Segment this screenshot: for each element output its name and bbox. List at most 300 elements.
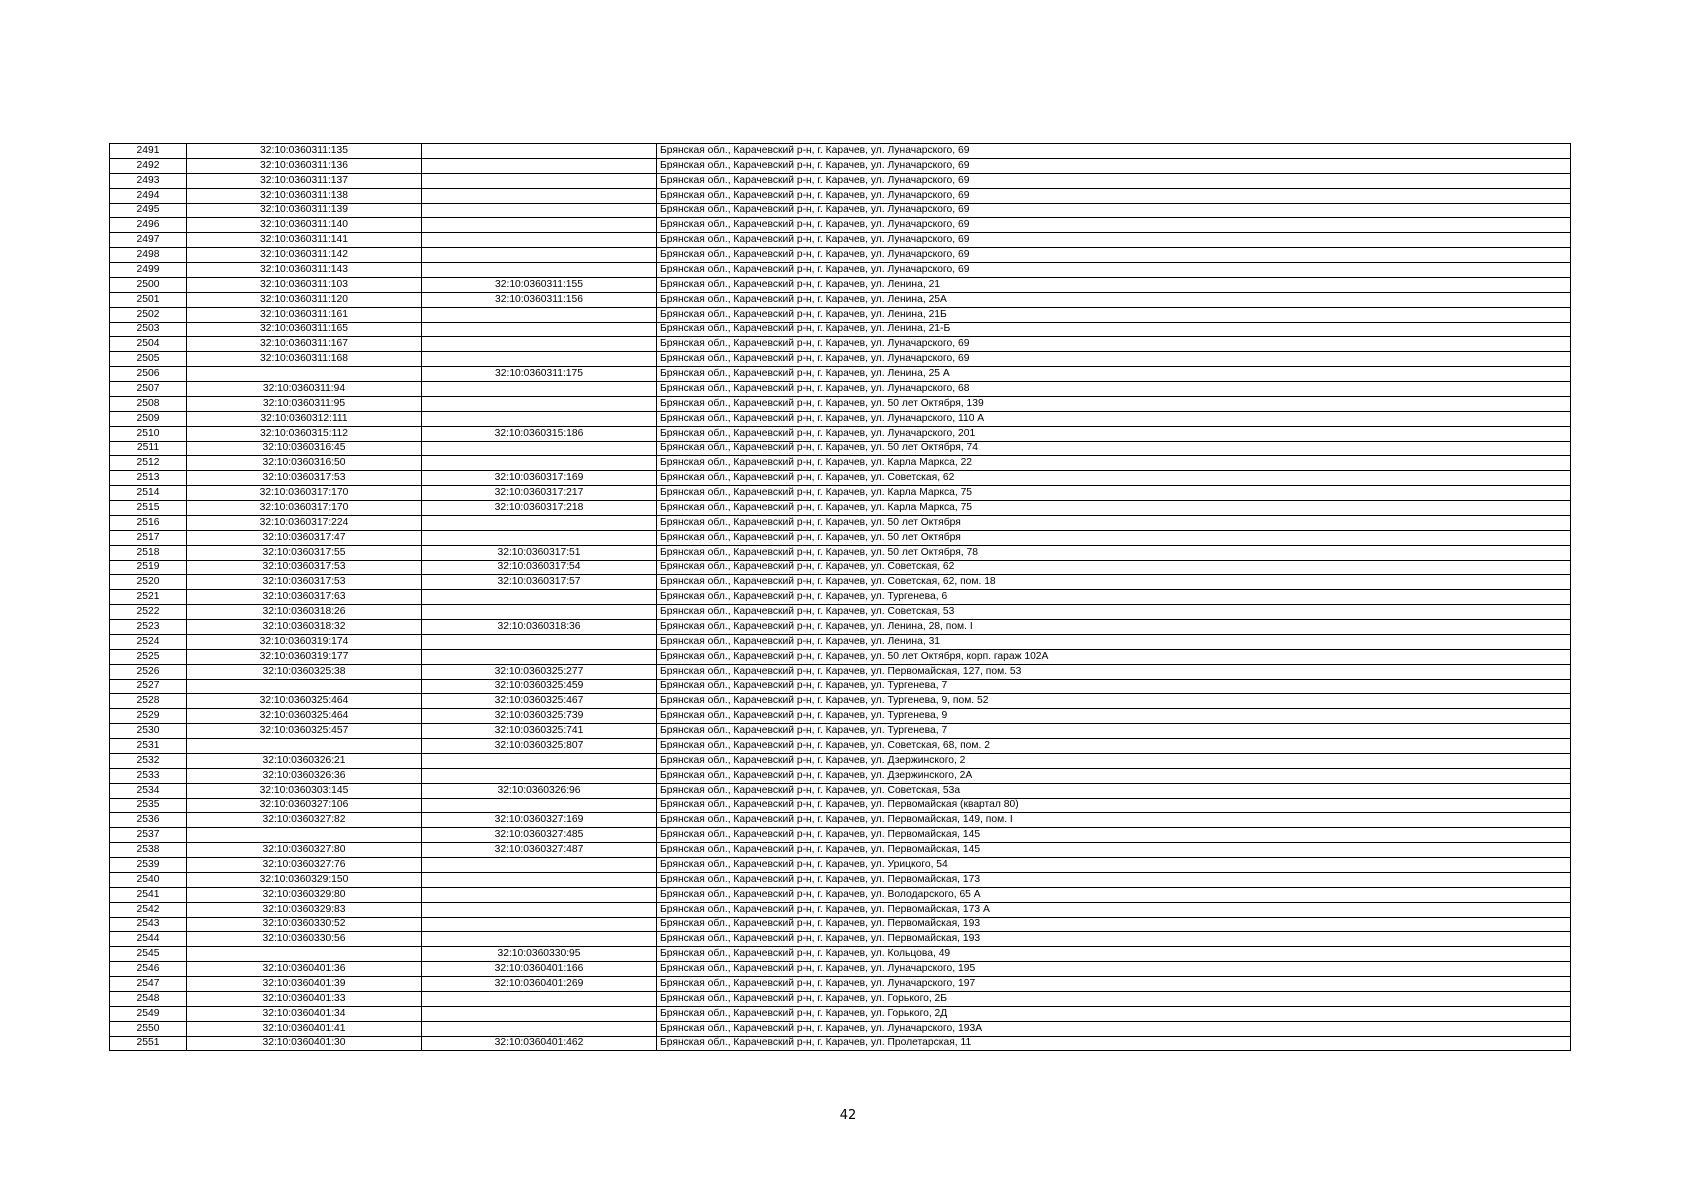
address-cell: Брянская обл., Карачевский р-н, г. Карачев, ул. Тургенева, 9 <box>657 709 1571 724</box>
object-cadastral-number-cell: 32:10:0360325:807 <box>422 739 657 754</box>
table-row <box>110 158 1571 173</box>
row-number-cell: 2528 <box>110 694 187 709</box>
address-cell: Брянская обл., Карачевский р-н, г. Карачев, ул. Луначарского, 193А <box>657 1021 1571 1036</box>
row-number-cell: 2543 <box>110 917 187 932</box>
object-cadastral-number-cell <box>422 798 657 813</box>
land-cadastral-number-cell: 32:10:0360311:140 <box>187 218 422 233</box>
object-cadastral-number-cell <box>422 649 657 664</box>
address-cell: Брянская обл., Карачевский р-н, г. Карачев, ул. Луначарского, 68 <box>657 382 1571 397</box>
table-row <box>110 1021 1571 1036</box>
address-cell: Брянская обл., Карачевский р-н, г. Карачев, ул. Ленина, 21Б <box>657 307 1571 322</box>
table-row <box>110 471 1571 486</box>
table-row <box>110 932 1571 947</box>
address-cell: Брянская обл., Карачевский р-н, г. Карачев, ул. 50 лет Октября <box>657 530 1571 545</box>
address-cell: Брянская обл., Карачевский р-н, г. Карачев, ул. Советская, 53 <box>657 605 1571 620</box>
table-row <box>110 248 1571 263</box>
address-cell: Брянская обл., Карачевский р-н, г. Карачев, ул. 50 лет Октября, 74 <box>657 441 1571 456</box>
property-registry-table <box>109 143 1571 1051</box>
address-cell: Брянская обл., Карачевский р-н, г. Карачев, ул. Луначарского, 69 <box>657 263 1571 278</box>
object-cadastral-number-cell <box>422 218 657 233</box>
land-cadastral-number-cell: 32:10:0360401:34 <box>187 1006 422 1021</box>
object-cadastral-number-cell: 32:10:0360318:36 <box>422 620 657 635</box>
object-cadastral-number-cell: 32:10:0360327:487 <box>422 843 657 858</box>
object-cadastral-number-cell: 32:10:0360401:462 <box>422 1036 657 1051</box>
address-cell: Брянская обл., Карачевский р-н, г. Карачев, ул. Тургенева, 7 <box>657 679 1571 694</box>
table-row <box>110 768 1571 783</box>
address-cell: Брянская обл., Карачевский р-н, г. Карачев, ул. Советская, 62 <box>657 471 1571 486</box>
object-cadastral-number-cell: 32:10:0360325:741 <box>422 724 657 739</box>
land-cadastral-number-cell: 32:10:0360329:150 <box>187 872 422 887</box>
table-row <box>110 679 1571 694</box>
table-row <box>110 649 1571 664</box>
table-row <box>110 307 1571 322</box>
table-row <box>110 962 1571 977</box>
row-number-cell: 2530 <box>110 724 187 739</box>
land-cadastral-number-cell: 32:10:0360317:53 <box>187 575 422 590</box>
address-cell: Брянская обл., Карачевский р-н, г. Карачев, ул. Первомайская, 193 <box>657 917 1571 932</box>
address-cell: Брянская обл., Карачевский р-н, г. Карачев, ул. Луначарского, 69 <box>657 248 1571 263</box>
object-cadastral-number-cell <box>422 188 657 203</box>
address-cell: Брянская обл., Карачевский р-н, г. Карачев, ул. Первомайская, 173 А <box>657 902 1571 917</box>
address-cell: Брянская обл., Карачевский р-н, г. Карачев, ул. Горького, 2Б <box>657 991 1571 1006</box>
row-number-cell: 2492 <box>110 158 187 173</box>
address-cell: Брянская обл., Карачевский р-н, г. Карачев, ул. Урицкого, 54 <box>657 858 1571 873</box>
object-cadastral-number-cell: 32:10:0360325:459 <box>422 679 657 694</box>
land-cadastral-number-cell: 32:10:0360311:103 <box>187 277 422 292</box>
table-row <box>110 1006 1571 1021</box>
object-cadastral-number-cell <box>422 917 657 932</box>
land-cadastral-number-cell: 32:10:0360317:53 <box>187 560 422 575</box>
row-number-cell: 2517 <box>110 530 187 545</box>
table-row <box>110 917 1571 932</box>
land-cadastral-number-cell: 32:10:0360317:47 <box>187 530 422 545</box>
land-cadastral-number-cell: 32:10:0360311:94 <box>187 382 422 397</box>
object-cadastral-number-cell <box>422 441 657 456</box>
object-cadastral-number-cell <box>422 932 657 947</box>
address-cell: Брянская обл., Карачевский р-н, г. Карачев, ул. Луначарского, 69 <box>657 203 1571 218</box>
land-cadastral-number-cell: 32:10:0360311:136 <box>187 158 422 173</box>
row-number-cell: 2550 <box>110 1021 187 1036</box>
address-cell: Брянская обл., Карачевский р-н, г. Карачев, ул. Ленина, 21-Б <box>657 322 1571 337</box>
land-cadastral-number-cell: 32:10:0360311:137 <box>187 173 422 188</box>
object-cadastral-number-cell <box>422 1006 657 1021</box>
table-row <box>110 947 1571 962</box>
row-number-cell: 2495 <box>110 203 187 218</box>
row-number-cell: 2504 <box>110 337 187 352</box>
address-cell: Брянская обл., Карачевский р-н, г. Карачев, ул. Первомайская, 173 <box>657 872 1571 887</box>
table-row <box>110 367 1571 382</box>
table-row <box>110 263 1571 278</box>
land-cadastral-number-cell: 32:10:0360318:26 <box>187 605 422 620</box>
table-row <box>110 694 1571 709</box>
land-cadastral-number-cell: 32:10:0360401:41 <box>187 1021 422 1036</box>
land-cadastral-number-cell: 32:10:0360329:80 <box>187 887 422 902</box>
object-cadastral-number-cell <box>422 634 657 649</box>
object-cadastral-number-cell: 32:10:0360330:95 <box>422 947 657 962</box>
land-cadastral-number-cell: 32:10:0360401:36 <box>187 962 422 977</box>
row-number-cell: 2509 <box>110 411 187 426</box>
land-cadastral-number-cell: 32:10:0360317:170 <box>187 486 422 501</box>
address-cell: Брянская обл., Карачевский р-н, г. Карачев, ул. Кольцова, 49 <box>657 947 1571 962</box>
address-cell: Брянская обл., Карачевский р-н, г. Карачев, ул. Первомайская, 193 <box>657 932 1571 947</box>
table-row <box>110 173 1571 188</box>
land-cadastral-number-cell: 32:10:0360318:32 <box>187 620 422 635</box>
land-cadastral-number-cell: 32:10:0360325:38 <box>187 664 422 679</box>
row-number-cell: 2518 <box>110 545 187 560</box>
row-number-cell: 2514 <box>110 486 187 501</box>
address-cell: Брянская обл., Карачевский р-н, г. Карачев, ул. Ленина, 21 <box>657 277 1571 292</box>
land-cadastral-number-cell <box>187 947 422 962</box>
row-number-cell: 2546 <box>110 962 187 977</box>
row-number-cell: 2542 <box>110 902 187 917</box>
object-cadastral-number-cell: 32:10:0360311:175 <box>422 367 657 382</box>
object-cadastral-number-cell <box>422 858 657 873</box>
table-row <box>110 828 1571 843</box>
row-number-cell: 2532 <box>110 753 187 768</box>
land-cadastral-number-cell: 32:10:0360315:112 <box>187 426 422 441</box>
table-row <box>110 753 1571 768</box>
row-number-cell: 2511 <box>110 441 187 456</box>
object-cadastral-number-cell <box>422 263 657 278</box>
address-cell: Брянская обл., Карачевский р-н, г. Карачев, ул. Ленина, 31 <box>657 634 1571 649</box>
land-cadastral-number-cell: 32:10:0360311:143 <box>187 263 422 278</box>
table-row <box>110 1036 1571 1051</box>
table-row <box>110 144 1571 159</box>
address-cell: Брянская обл., Карачевский р-н, г. Карачев, ул. Горького, 2Д <box>657 1006 1571 1021</box>
object-cadastral-number-cell: 32:10:0360317:218 <box>422 501 657 516</box>
address-cell: Брянская обл., Карачевский р-н, г. Карачев, ул. Первомайская, 149, пом. I <box>657 813 1571 828</box>
row-number-cell: 2521 <box>110 590 187 605</box>
address-cell: Брянская обл., Карачевский р-н, г. Карачев, ул. Карла Маркса, 75 <box>657 486 1571 501</box>
object-cadastral-number-cell <box>422 590 657 605</box>
object-cadastral-number-cell <box>422 173 657 188</box>
object-cadastral-number-cell <box>422 158 657 173</box>
address-cell: Брянская обл., Карачевский р-н, г. Карачев, ул. 50 лет Октября, 78 <box>657 545 1571 560</box>
land-cadastral-number-cell: 32:10:0360401:33 <box>187 991 422 1006</box>
address-cell: Брянская обл., Карачевский р-н, г. Карачев, ул. Карла Маркса, 22 <box>657 456 1571 471</box>
row-number-cell: 2502 <box>110 307 187 322</box>
land-cadastral-number-cell <box>187 367 422 382</box>
table-row <box>110 396 1571 411</box>
row-number-cell: 2519 <box>110 560 187 575</box>
address-cell: Брянская обл., Карачевский р-н, г. Карачев, ул. Первомайская, 127, пом. 53 <box>657 664 1571 679</box>
land-cadastral-number-cell: 32:10:0360401:39 <box>187 977 422 992</box>
object-cadastral-number-cell: 32:10:0360325:739 <box>422 709 657 724</box>
object-cadastral-number-cell: 32:10:0360317:217 <box>422 486 657 501</box>
row-number-cell: 2549 <box>110 1006 187 1021</box>
table-row <box>110 426 1571 441</box>
table-row <box>110 277 1571 292</box>
row-number-cell: 2515 <box>110 501 187 516</box>
row-number-cell: 2510 <box>110 426 187 441</box>
row-number-cell: 2500 <box>110 277 187 292</box>
land-cadastral-number-cell: 32:10:0360329:83 <box>187 902 422 917</box>
address-cell: Брянская обл., Карачевский р-н, г. Карачев, ул. Тургенева, 7 <box>657 724 1571 739</box>
table-row <box>110 501 1571 516</box>
row-number-cell: 2533 <box>110 768 187 783</box>
row-number-cell: 2522 <box>110 605 187 620</box>
table-row <box>110 902 1571 917</box>
land-cadastral-number-cell: 32:10:0360317:170 <box>187 501 422 516</box>
row-number-cell: 2536 <box>110 813 187 828</box>
land-cadastral-number-cell: 32:10:0360311:120 <box>187 292 422 307</box>
table-row <box>110 411 1571 426</box>
row-number-cell: 2540 <box>110 872 187 887</box>
table-row <box>110 664 1571 679</box>
row-number-cell: 2505 <box>110 352 187 367</box>
table-row <box>110 515 1571 530</box>
row-number-cell: 2545 <box>110 947 187 962</box>
land-cadastral-number-cell: 32:10:0360316:45 <box>187 441 422 456</box>
table-row <box>110 813 1571 828</box>
row-number-cell: 2547 <box>110 977 187 992</box>
land-cadastral-number-cell: 32:10:0360327:76 <box>187 858 422 873</box>
object-cadastral-number-cell <box>422 456 657 471</box>
table-row <box>110 292 1571 307</box>
table-row <box>110 545 1571 560</box>
row-number-cell: 2527 <box>110 679 187 694</box>
address-cell: Брянская обл., Карачевский р-н, г. Карачев, ул. Ленина, 28, пом. I <box>657 620 1571 635</box>
object-cadastral-number-cell <box>422 530 657 545</box>
object-cadastral-number-cell: 32:10:0360401:269 <box>422 977 657 992</box>
address-cell: Брянская обл., Карачевский р-н, г. Карачев, ул. Первомайская, 145 <box>657 828 1571 843</box>
object-cadastral-number-cell <box>422 872 657 887</box>
object-cadastral-number-cell <box>422 307 657 322</box>
object-cadastral-number-cell: 32:10:0360325:467 <box>422 694 657 709</box>
table-row <box>110 783 1571 798</box>
address-cell: Брянская обл., Карачевский р-н, г. Карачев, ул. Советская, 68, пом. 2 <box>657 739 1571 754</box>
address-cell: Брянская обл., Карачевский р-н, г. Карачев, ул. Луначарского, 69 <box>657 337 1571 352</box>
land-cadastral-number-cell: 32:10:0360311:168 <box>187 352 422 367</box>
object-cadastral-number-cell: 32:10:0360315:186 <box>422 426 657 441</box>
land-cadastral-number-cell: 32:10:0360327:82 <box>187 813 422 828</box>
land-cadastral-number-cell <box>187 739 422 754</box>
address-cell: Брянская обл., Карачевский р-н, г. Карачев, ул. Володарского, 65 А <box>657 887 1571 902</box>
land-cadastral-number-cell: 32:10:0360316:50 <box>187 456 422 471</box>
table-row <box>110 858 1571 873</box>
row-number-cell: 2494 <box>110 188 187 203</box>
table-row <box>110 977 1571 992</box>
object-cadastral-number-cell: 32:10:0360327:485 <box>422 828 657 843</box>
land-cadastral-number-cell: 32:10:0360303:145 <box>187 783 422 798</box>
table-row <box>110 843 1571 858</box>
land-cadastral-number-cell: 32:10:0360325:464 <box>187 709 422 724</box>
address-cell: Брянская обл., Карачевский р-н, г. Карачев, ул. Луначарского, 195 <box>657 962 1571 977</box>
object-cadastral-number-cell: 32:10:0360311:155 <box>422 277 657 292</box>
row-number-cell: 2531 <box>110 739 187 754</box>
address-cell: Брянская обл., Карачевский р-н, г. Карачев, ул. 50 лет Октября, 139 <box>657 396 1571 411</box>
table-row <box>110 441 1571 456</box>
row-number-cell: 2544 <box>110 932 187 947</box>
row-number-cell: 2539 <box>110 858 187 873</box>
object-cadastral-number-cell <box>422 352 657 367</box>
object-cadastral-number-cell: 32:10:0360317:169 <box>422 471 657 486</box>
object-cadastral-number-cell: 32:10:0360311:156 <box>422 292 657 307</box>
row-number-cell: 2497 <box>110 233 187 248</box>
land-cadastral-number-cell: 32:10:0360325:464 <box>187 694 422 709</box>
table-row <box>110 872 1571 887</box>
land-cadastral-number-cell: 32:10:0360311:167 <box>187 337 422 352</box>
land-cadastral-number-cell: 32:10:0360327:106 <box>187 798 422 813</box>
row-number-cell: 2537 <box>110 828 187 843</box>
row-number-cell: 2535 <box>110 798 187 813</box>
object-cadastral-number-cell <box>422 233 657 248</box>
table-row <box>110 620 1571 635</box>
land-cadastral-number-cell: 32:10:0360317:224 <box>187 515 422 530</box>
address-cell: Брянская обл., Карачевский р-н, г. Карачев, ул. Советская, 53а <box>657 783 1571 798</box>
land-cadastral-number-cell: 32:10:0360401:30 <box>187 1036 422 1051</box>
address-cell: Брянская обл., Карачевский р-н, г. Карачев, ул. Первомайская (квартал 80) <box>657 798 1571 813</box>
land-cadastral-number-cell: 32:10:0360317:63 <box>187 590 422 605</box>
address-cell: Брянская обл., Карачевский р-н, г. Карачев, ул. Советская, 62, пом. 18 <box>657 575 1571 590</box>
address-cell: Брянская обл., Карачевский р-н, г. Карачев, ул. Луначарского, 69 <box>657 188 1571 203</box>
land-cadastral-number-cell: 32:10:0360311:165 <box>187 322 422 337</box>
land-cadastral-number-cell <box>187 828 422 843</box>
address-cell: Брянская обл., Карачевский р-н, г. Карачев, ул. Первомайская, 145 <box>657 843 1571 858</box>
row-number-cell: 2525 <box>110 649 187 664</box>
table-row <box>110 530 1571 545</box>
row-number-cell: 2516 <box>110 515 187 530</box>
address-cell: Брянская обл., Карачевский р-н, г. Карачев, ул. Дзержинского, 2 <box>657 753 1571 768</box>
address-cell: Брянская обл., Карачевский р-н, г. Карачев, ул. Луначарского, 69 <box>657 144 1571 159</box>
table-row <box>110 798 1571 813</box>
object-cadastral-number-cell <box>422 887 657 902</box>
row-number-cell: 2551 <box>110 1036 187 1051</box>
row-number-cell: 2499 <box>110 263 187 278</box>
page-number: 42 <box>839 1108 857 1123</box>
row-number-cell: 2498 <box>110 248 187 263</box>
row-number-cell: 2493 <box>110 173 187 188</box>
land-cadastral-number-cell: 32:10:0360325:457 <box>187 724 422 739</box>
table-row <box>110 560 1571 575</box>
land-cadastral-number-cell: 32:10:0360311:138 <box>187 188 422 203</box>
row-number-cell: 2523 <box>110 620 187 635</box>
address-cell: Брянская обл., Карачевский р-н, г. Карачев, ул. Луначарского, 69 <box>657 352 1571 367</box>
land-cadastral-number-cell: 32:10:0360311:95 <box>187 396 422 411</box>
table-row <box>110 887 1571 902</box>
row-number-cell: 2507 <box>110 382 187 397</box>
address-cell: Брянская обл., Карачевский р-н, г. Карачев, ул. Пролетарская, 11 <box>657 1036 1571 1051</box>
object-cadastral-number-cell <box>422 396 657 411</box>
land-cadastral-number-cell: 32:10:0360311:139 <box>187 203 422 218</box>
object-cadastral-number-cell <box>422 203 657 218</box>
row-number-cell: 2501 <box>110 292 187 307</box>
table-row <box>110 739 1571 754</box>
row-number-cell: 2503 <box>110 322 187 337</box>
object-cadastral-number-cell <box>422 248 657 263</box>
address-cell: Брянская обл., Карачевский р-н, г. Карачев, ул. Луначарского, 69 <box>657 233 1571 248</box>
land-cadastral-number-cell: 32:10:0360311:141 <box>187 233 422 248</box>
row-number-cell: 2520 <box>110 575 187 590</box>
table-row <box>110 605 1571 620</box>
row-number-cell: 2496 <box>110 218 187 233</box>
object-cadastral-number-cell: 32:10:0360326:96 <box>422 783 657 798</box>
object-cadastral-number-cell <box>422 768 657 783</box>
land-cadastral-number-cell: 32:10:0360330:52 <box>187 917 422 932</box>
address-cell: Брянская обл., Карачевский р-н, г. Карачев, ул. Тургенева, 6 <box>657 590 1571 605</box>
land-cadastral-number-cell: 32:10:0360327:80 <box>187 843 422 858</box>
address-cell: Брянская обл., Карачевский р-н, г. Карачев, ул. Луначарского, 197 <box>657 977 1571 992</box>
object-cadastral-number-cell <box>422 411 657 426</box>
object-cadastral-number-cell: 32:10:0360317:54 <box>422 560 657 575</box>
land-cadastral-number-cell <box>187 679 422 694</box>
address-cell: Брянская обл., Карачевский р-н, г. Карачев, ул. 50 лет Октября, корп. гараж 102А <box>657 649 1571 664</box>
address-cell: Брянская обл., Карачевский р-н, г. Карачев, ул. Дзержинского, 2А <box>657 768 1571 783</box>
table-row <box>110 352 1571 367</box>
row-number-cell: 2506 <box>110 367 187 382</box>
object-cadastral-number-cell <box>422 382 657 397</box>
object-cadastral-number-cell <box>422 337 657 352</box>
land-cadastral-number-cell: 32:10:0360311:142 <box>187 248 422 263</box>
address-cell: Брянская обл., Карачевский р-н, г. Карачев, ул. Луначарского, 69 <box>657 158 1571 173</box>
address-cell: Брянская обл., Карачевский р-н, г. Карачев, ул. Ленина, 25А <box>657 292 1571 307</box>
table-row <box>110 590 1571 605</box>
object-cadastral-number-cell <box>422 515 657 530</box>
table-row <box>110 724 1571 739</box>
table-row <box>110 337 1571 352</box>
row-number-cell: 2538 <box>110 843 187 858</box>
land-cadastral-number-cell: 32:10:0360326:21 <box>187 753 422 768</box>
address-cell: Брянская обл., Карачевский р-н, г. Карачев, ул. 50 лет Октября <box>657 515 1571 530</box>
address-cell: Брянская обл., Карачевский р-н, г. Карачев, ул. Советская, 62 <box>657 560 1571 575</box>
address-cell: Брянская обл., Карачевский р-н, г. Карачев, ул. Луначарского, 201 <box>657 426 1571 441</box>
land-cadastral-number-cell: 32:10:0360312:111 <box>187 411 422 426</box>
table-row <box>110 456 1571 471</box>
table-row <box>110 634 1571 649</box>
table-row <box>110 486 1571 501</box>
table-row <box>110 233 1571 248</box>
row-number-cell: 2534 <box>110 783 187 798</box>
table-row <box>110 322 1571 337</box>
address-cell: Брянская обл., Карачевский р-н, г. Карачев, ул. Луначарского, 69 <box>657 218 1571 233</box>
table-row <box>110 188 1571 203</box>
land-cadastral-number-cell: 32:10:0360319:174 <box>187 634 422 649</box>
table-row <box>110 382 1571 397</box>
land-cadastral-number-cell: 32:10:0360311:161 <box>187 307 422 322</box>
address-cell: Брянская обл., Карачевский р-н, г. Карачев, ул. Луначарского, 69 <box>657 173 1571 188</box>
table-row <box>110 575 1571 590</box>
row-number-cell: 2508 <box>110 396 187 411</box>
address-cell: Брянская обл., Карачевский р-н, г. Карачев, ул. Тургенева, 9, пом. 52 <box>657 694 1571 709</box>
address-cell: Брянская обл., Карачевский р-н, г. Карачев, ул. Луначарского, 110 А <box>657 411 1571 426</box>
row-number-cell: 2512 <box>110 456 187 471</box>
object-cadastral-number-cell: 32:10:0360317:51 <box>422 545 657 560</box>
row-number-cell: 2529 <box>110 709 187 724</box>
row-number-cell: 2524 <box>110 634 187 649</box>
object-cadastral-number-cell <box>422 144 657 159</box>
land-cadastral-number-cell: 32:10:0360311:135 <box>187 144 422 159</box>
object-cadastral-number-cell <box>422 322 657 337</box>
row-number-cell: 2491 <box>110 144 187 159</box>
object-cadastral-number-cell <box>422 753 657 768</box>
row-number-cell: 2541 <box>110 887 187 902</box>
object-cadastral-number-cell: 32:10:0360325:277 <box>422 664 657 679</box>
address-cell: Брянская обл., Карачевский р-н, г. Карачев, ул. Карла Маркса, 75 <box>657 501 1571 516</box>
land-cadastral-number-cell: 32:10:0360319:177 <box>187 649 422 664</box>
registry-table-body <box>110 144 1571 1051</box>
object-cadastral-number-cell: 32:10:0360401:166 <box>422 962 657 977</box>
table-row <box>110 203 1571 218</box>
object-cadastral-number-cell: 32:10:0360317:57 <box>422 575 657 590</box>
address-cell: Брянская обл., Карачевский р-н, г. Карачев, ул. Ленина, 25 А <box>657 367 1571 382</box>
land-cadastral-number-cell: 32:10:0360317:53 <box>187 471 422 486</box>
row-number-cell: 2513 <box>110 471 187 486</box>
object-cadastral-number-cell <box>422 605 657 620</box>
table-row <box>110 709 1571 724</box>
table-row <box>110 218 1571 233</box>
object-cadastral-number-cell: 32:10:0360327:169 <box>422 813 657 828</box>
object-cadastral-number-cell <box>422 1021 657 1036</box>
